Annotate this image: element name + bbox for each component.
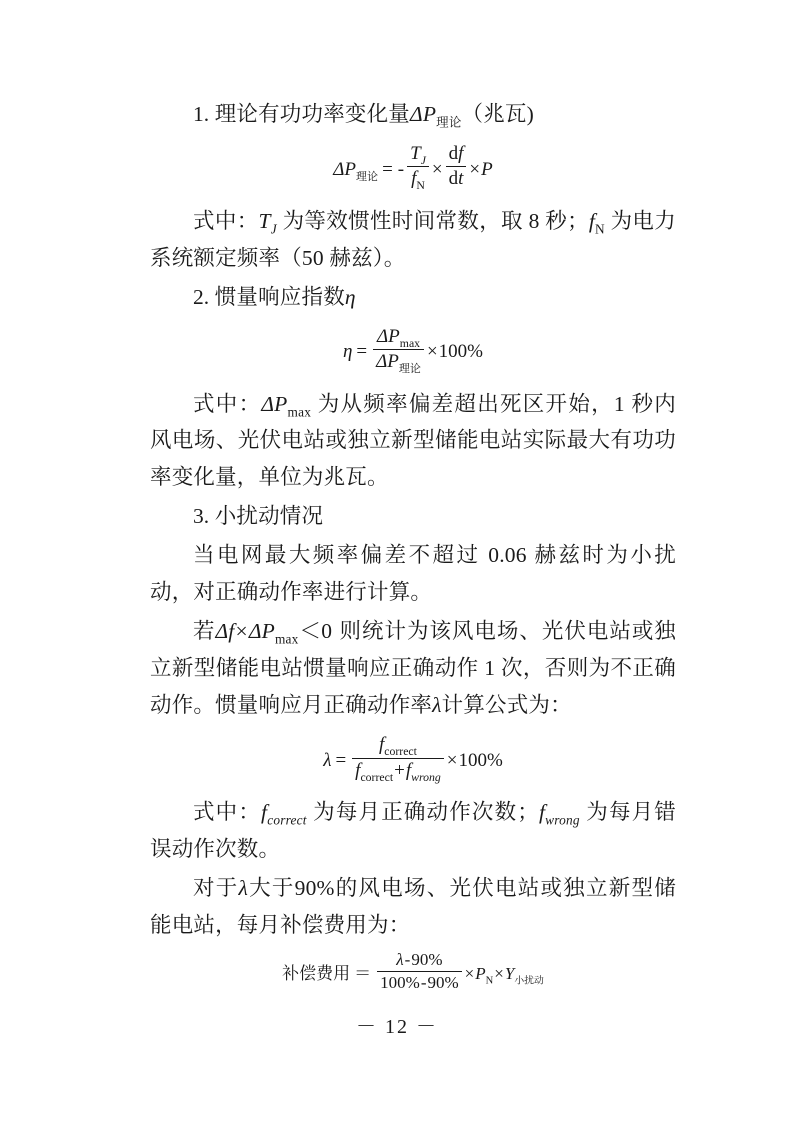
paragraph-compensation-condition: 对于λ大于90%的风电场、光伏电站或独立新型储能电站，每月补偿费用为： xyxy=(150,875,676,937)
list-text-1: 理论有功功率变化量$\Delta P_{理论}$（兆瓦) xyxy=(214,102,534,130)
paragraph-notation-3: 式中：$f_{correct}$ 为每月正确动作次数；$f_{wrong}$ 为每月错误动作次数。 xyxy=(150,800,676,861)
list-item-heading-1 xyxy=(150,96,676,133)
list-index-1: 1. xyxy=(193,102,210,126)
paragraph-notation-1: 式中：$T_J$ 为等效惯性时间常数，取 8 秒；$f_N$ 为电力系统额定频率（50 赫兹）。 xyxy=(150,208,676,270)
paragraph-notation-2: 式中：$\Delta P_{max}$ 为从频率偏差超出死区开始，1 秒内风电场、光伏电站或独立新型储能电站实际最大有功功率变化量，单位为兆瓦。 xyxy=(150,391,676,490)
paragraph-correct-action-rule: 若$\Delta f\times\Delta P_{max}<0$ 则统计为该风电场、光伏电站或独立新型储能电站惯量响应正确动作 1 次，否则为不正确动作。惯量响应月正确动作率λ计算公式为： xyxy=(150,619,676,718)
list-index-3: 3. xyxy=(193,504,210,529)
list-text-2: 惯量响应指数η xyxy=(214,284,356,309)
paragraph-small-disturbance-definition: 当电网最大频率偏差不超过 0.06 赫兹时为小扰动，对正确动作率进行计算。 xyxy=(150,543,676,605)
formula-inertia-index: η = $\frac{\Delta P_{max}}{\Delta P_{理论}}$ ×100% xyxy=(342,325,483,375)
list-item-heading-3 xyxy=(150,498,676,535)
list-text-3: 小扰动情况 xyxy=(214,504,324,529)
list-index-2: 2. xyxy=(193,284,210,309)
formula-theoretical-power: $\Delta P_{理论}$ = - $\frac{T_J}{f_N}$ × $\frac{df}{dt}$ ×P xyxy=(333,142,493,193)
page-number: － 12 － xyxy=(356,1016,438,1038)
list-item-heading-2 xyxy=(150,279,676,316)
formula-compensation-fee: 补偿费用 ＝ $\frac{\lambda-90\%}{100\%-90\%}$ $\times P_N\times Y_{小扰动}$ xyxy=(282,949,544,992)
formula-correct-action-rate: λ = $\frac{f_{correct}}{f_{correct}+f_{wrong}}$ ×100% xyxy=(323,734,503,784)
